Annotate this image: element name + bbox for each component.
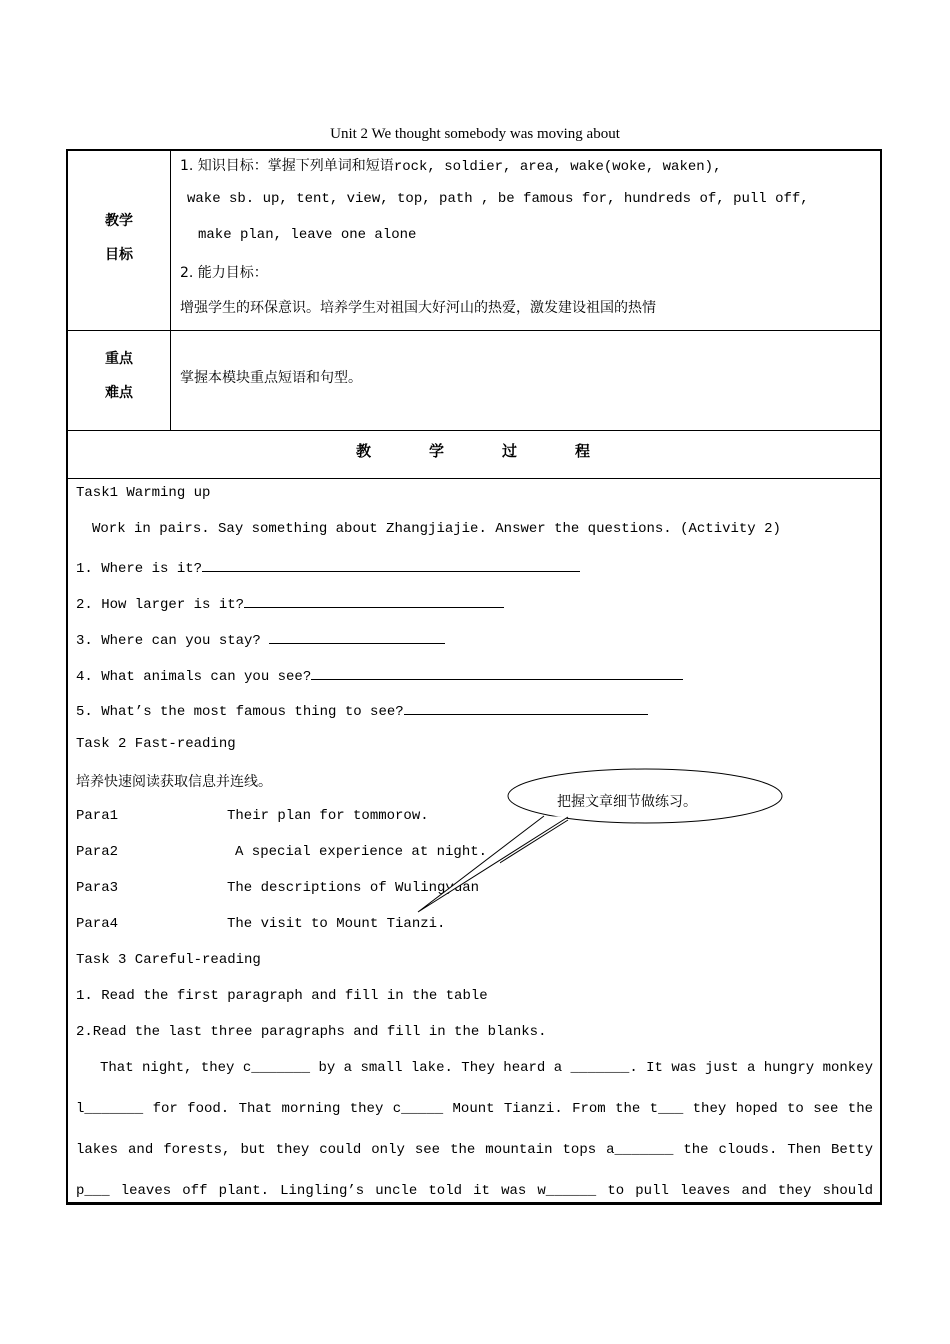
task1-question (76, 665, 683, 685)
column-divider (170, 151, 171, 430)
passage-line: p___ leaves off plant. Lingling’s uncle told it was w______ to pull leaves and they should (76, 1183, 873, 1199)
passage-line: lakes and forests, but they could only see the mountain tops a_______ the clouds. Then Betty (76, 1142, 873, 1158)
row-divider (68, 478, 880, 479)
task1-question (76, 557, 580, 577)
task1-question (76, 629, 445, 649)
task1-question (76, 593, 504, 613)
task1-title: Task1 Warming up (76, 485, 211, 501)
bubble-text: 把握文章细节做练习。 (557, 794, 697, 810)
process-heading-char: 过 (502, 442, 520, 460)
answer-blank[interactable] (404, 700, 648, 715)
task2-instruction: 培养快速阅读获取信息并连线。 (76, 774, 272, 790)
objectives-line5: 增强学生的环保意识。培养学生对祖国大好河山的热爱，激发建设祖国的热情 (180, 300, 656, 316)
objectives-line3: make plan, leave one alone (198, 227, 417, 243)
objectives-line4: 2. 能力目标： (180, 265, 268, 281)
objectives-label-line1: 教学 (105, 213, 133, 229)
process-heading (68, 440, 880, 461)
para-description: Their plan for tommorow. (227, 808, 429, 824)
para-label: Para3 (76, 880, 119, 896)
objectives-line2: wake sb. up, tent, view, top, path , be famous for, hundreds of, pull off, (187, 191, 809, 207)
process-heading-char: 程 (575, 442, 593, 460)
question-text: 5. What’s the most famous thing to see? (76, 704, 404, 720)
objectives-label-line2: 目标 (105, 247, 133, 263)
objectives-line1-words: rock, soldier, area, wake(woke, waken), (393, 159, 722, 175)
passage-line: l_______ for food. That morning they c_____ Mount Tianzi. From the t___ they hoped to see the (76, 1101, 873, 1117)
objectives-line1-prefix: 1. 知识目标：掌握下列单词和短语 (180, 158, 394, 174)
question-text: 2. How larger is it? (76, 597, 245, 613)
passage-line: That night, they c_______ by a small lake. They heard a _______. It was just a hungry monkey (100, 1060, 873, 1076)
question-text: 4. What animals can you see? (76, 669, 312, 685)
task2-title: Task 2 Fast-reading (76, 736, 236, 752)
answer-blank[interactable] (202, 557, 580, 572)
task3-step2: 2.Read the last three paragraphs and fill in the blanks. (76, 1024, 547, 1040)
key-points-label-line1: 重点 (105, 351, 133, 367)
para-description: A special experience at night. (235, 844, 488, 860)
row-divider (68, 430, 880, 431)
para-label: Para2 (76, 844, 119, 860)
key-points-label (80, 348, 158, 402)
task3-step1: 1. Read the first paragraph and fill in the table (76, 988, 488, 1004)
page-title: Unit 2 We thought somebody was moving about (330, 126, 620, 142)
question-text: 3. Where can you stay? (76, 633, 261, 649)
process-heading-char: 教 (355, 442, 373, 460)
task1-question (76, 700, 648, 720)
para-label: Para4 (76, 916, 119, 932)
para-description: The descriptions of Wulingyuan (227, 880, 480, 896)
para-label: Para1 (76, 808, 119, 824)
task3-title: Task 3 Careful-reading (76, 952, 261, 968)
key-points-text: 掌握本模块重点短语和句型。 (180, 370, 362, 386)
answer-blank[interactable] (244, 593, 504, 608)
objectives-label (80, 210, 158, 264)
objectives-line1 (180, 155, 721, 175)
row-divider (68, 330, 880, 331)
question-text: 1. Where is it? (76, 561, 203, 577)
answer-blank[interactable] (311, 665, 683, 680)
bubble-pointer (400, 800, 600, 930)
answer-blank[interactable] (269, 629, 445, 644)
key-points-label-line2: 难点 (105, 385, 133, 401)
process-heading-char: 学 (428, 442, 446, 460)
para-description: The visit to Mount Tianzi. (227, 916, 446, 932)
task1-intro: Work in pairs. Say something about Zhangjiajie. Answer the questions. (Activity 2) (92, 521, 781, 537)
